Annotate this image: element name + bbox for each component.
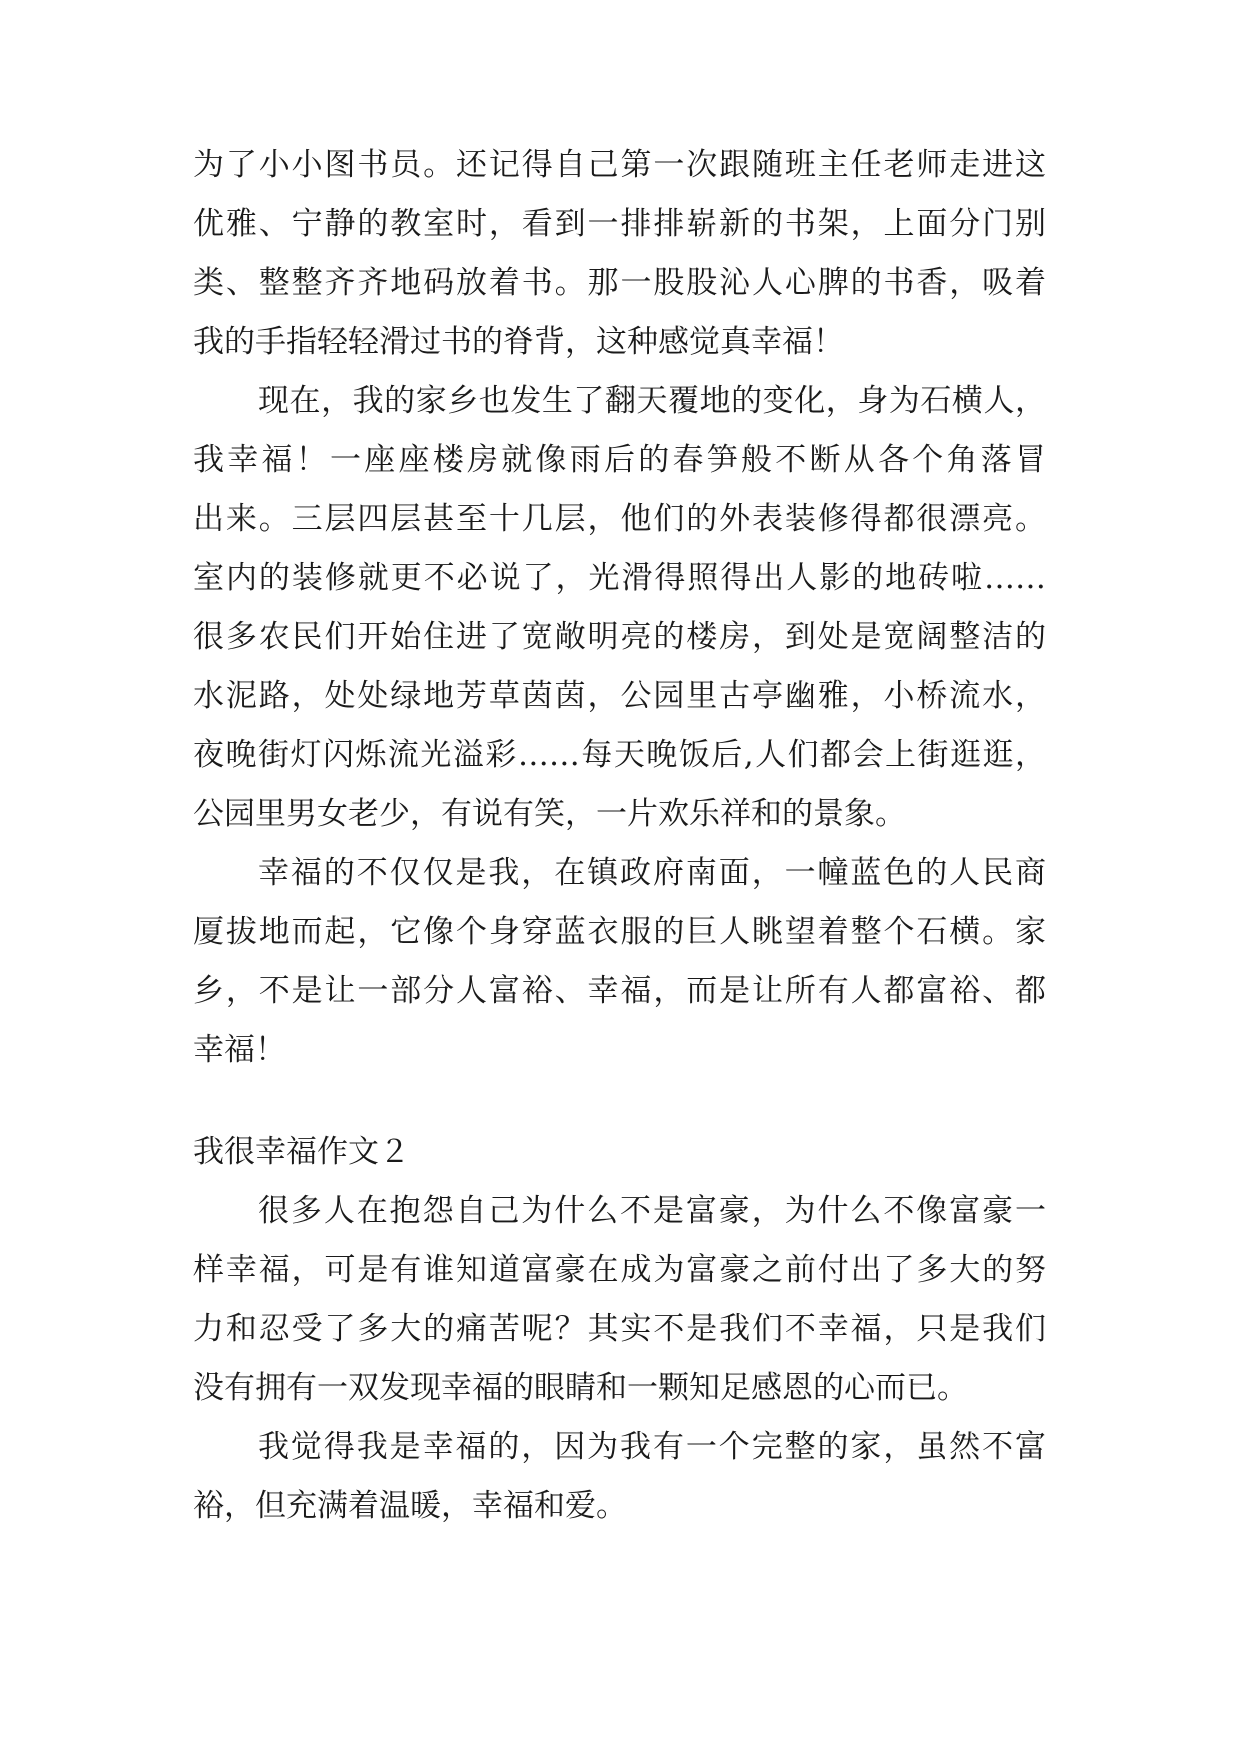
para1-line-3: 类、整整齐齐地码放着书。那一股股沁人心脾的书香，吸着: [193, 265, 1046, 301]
para1-line-1: 为了小小图书员。还记得自己第一次跟随班主任老师走进这: [193, 147, 1046, 183]
para3-line-3: 乡，不是让一部分人富裕、幸福，而是让所有人都富裕、都: [193, 973, 1046, 1009]
para3-line-2: 厦拔地而起，它像个身穿蓝衣服的巨人眺望着整个石横。家: [193, 914, 1046, 950]
para2-line-2: 我幸福！一座座楼房就像雨后的春笋般不断从各个角落冒: [193, 442, 1046, 478]
para4-line-4: 没有拥有一双发现幸福的眼睛和一颗知足感恩的心而已。: [193, 1370, 968, 1406]
para2-line-3: 出来。三层四层甚至十几层，他们的外表装修得都很漂亮。: [193, 501, 1046, 537]
para1-line-4: 我的手指轻轻滑过书的脊背，这种感觉真幸福！: [193, 324, 844, 360]
para2-line-7: 夜晚街灯闪烁流光溢彩……每天晚饭后,人们都会上街逛逛，: [193, 737, 1046, 773]
para2-line-1: 现在，我的家乡也发生了翻天覆地的变化，身为石横人，: [258, 383, 1046, 419]
essay-heading: 我很幸福作文２: [193, 1134, 410, 1170]
para5-line-2: 裕，但充满着温暖，幸福和爱。: [193, 1488, 627, 1524]
para2-line-5: 很多农民们开始住进了宽敞明亮的楼房，到处是宽阔整洁的: [193, 619, 1046, 655]
para4-line-3: 力和忍受了多大的痛苦呢？其实不是我们不幸福，只是我们: [193, 1311, 1046, 1347]
para5-line-1: 我觉得我是幸福的，因为我有一个完整的家，虽然不富: [258, 1429, 1046, 1465]
para3-line-4: 幸福！: [193, 1032, 286, 1068]
para4-line-2: 样幸福，可是有谁知道富豪在成为富豪之前付出了多大的努: [193, 1252, 1046, 1288]
para3-line-1: 幸福的不仅仅是我，在镇政府南面，一幢蓝色的人民商: [258, 855, 1046, 891]
para4-line-1: 很多人在抱怨自己为什么不是富豪，为什么不像富豪一: [258, 1193, 1046, 1229]
para1-line-2: 优雅、宁静的教室时，看到一排排崭新的书架，上面分门别: [193, 206, 1046, 242]
para2-line-6: 水泥路，处处绿地芳草茵茵，公园里古亭幽雅，小桥流水，: [193, 678, 1046, 714]
para2-line-8: 公园里男女老少，有说有笑，一片欢乐祥和的景象。: [193, 796, 906, 832]
para2-line-4: 室内的装修就更不必说了，光滑得照得出人影的地砖啦……: [193, 560, 1046, 596]
